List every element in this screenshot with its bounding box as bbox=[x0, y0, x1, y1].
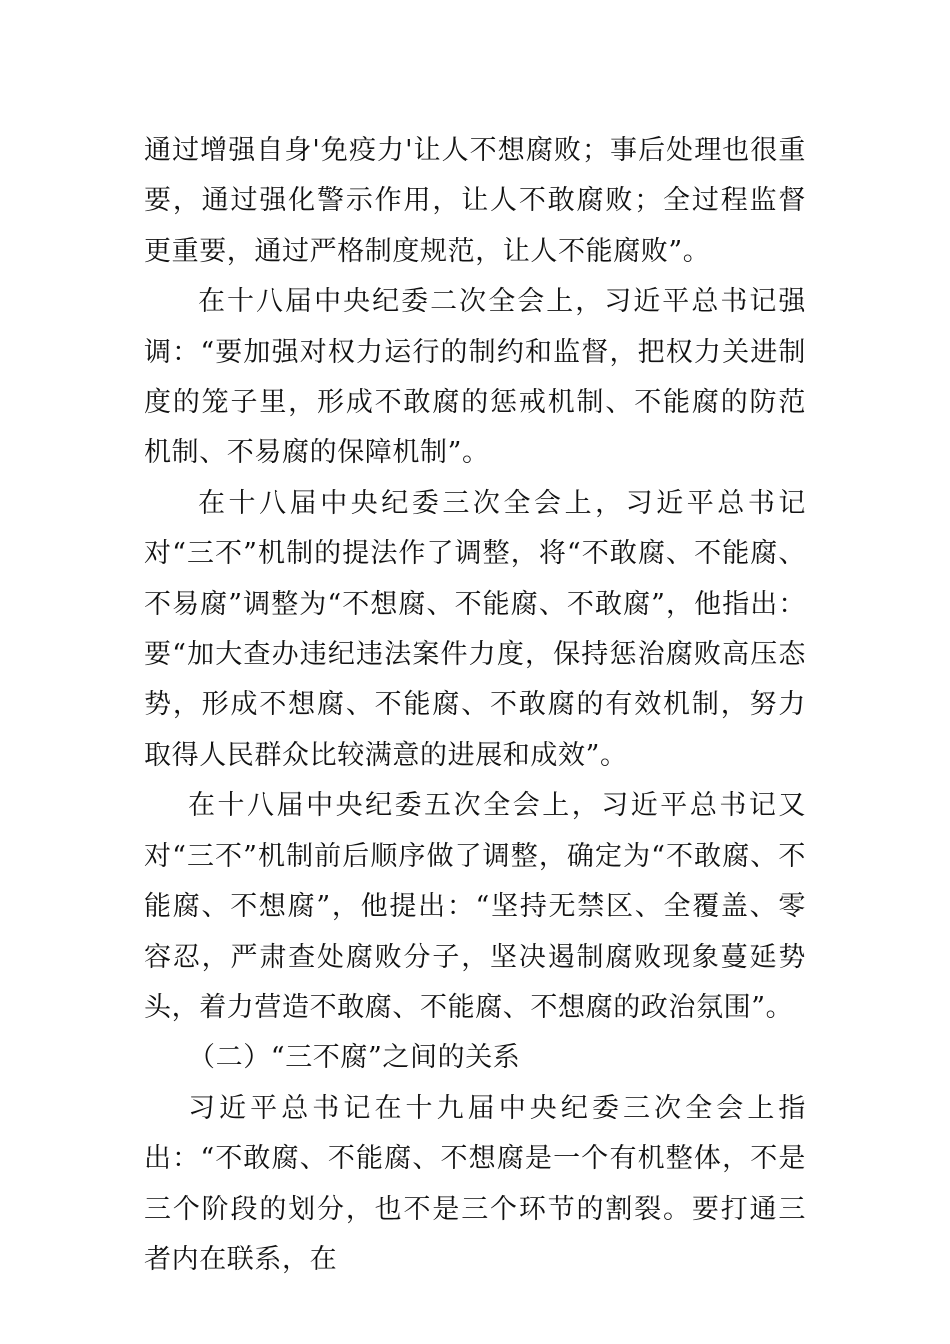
paragraph-fifth-plenum: 在十八届中央纪委五次全会上，习近平总书记又对“三不”机制前后顺序做了调整，确定为“不敢腐、不能腐、不想腐”，他提出：“坚持无禁区、全覆盖、零容忍，严肃查处腐败分子，坚决遏制腐败现象蔓延势头，着力营造不敢腐、不能腐、不想腐的政治氛围”。 bbox=[144, 790, 806, 1023]
paragraph-continuation: 通过增强自身'免疫力'让人不想腐败；事后处理也很重要，通过强化警示作用，让人不敢腐败；全过程监督更重要，通过严格制度规范，让人不能腐败”。 bbox=[144, 135, 806, 267]
paragraph-second-plenum: 在十八届中央纪委二次全会上，习近平总书记强调：“要加强对权力运行的制约和监督，把权力关进制度的笼子里，形成不敢腐的惩戒机制、不能腐的防范机制、不易腐的保障机制”。 bbox=[144, 286, 806, 469]
paragraph-third-plenum: 在十八届中央纪委三次全会上，习近平总书记对“三不”机制的提法作了调整，将“不敢腐、不能腐、不易腐”调整为“不想腐、不能腐、不敢腐”，他指出：要“加大查办违纪违法案件力度，保持惩治腐败高压态势，形成不想腐、不能腐、不敢腐的有效机制，努力取得人民群众比较满意的进展和成效”。 bbox=[144, 487, 806, 771]
section-heading: （二）“三不腐”之间的关系 bbox=[188, 1042, 521, 1074]
paragraph-nineteenth-plenum: 习近平总书记在十九届中央纪委三次全会上指出：“不敢腐、不能腐、不想腐是一个有机整体，不是三个阶段的划分，也不是三个环节的割裂。要打通三者内在联系，在 bbox=[144, 1092, 806, 1275]
document-body bbox=[144, 126, 806, 1285]
